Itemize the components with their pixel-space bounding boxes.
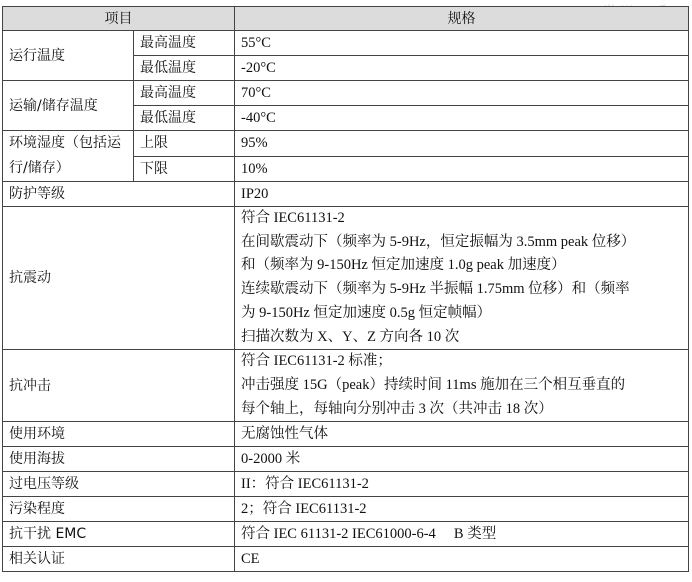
row-label: 抗冲击 [3,350,235,422]
text-line: 在间歇震动下（频率为 5-9Hz，恒定振幅为 3.5mm peak 位移） [241,233,636,250]
sub-label: 最低温度 [134,106,235,131]
sub-label: 最高温度 [134,31,235,56]
row-label: 使用海拔 [3,447,235,472]
row-value: IP20 [235,182,689,207]
text-line: 连续歇震动下（频率为 5-9Hz 半振幅 1.75mm 位移）和（频率 [241,281,630,298]
table-row [3,31,689,56]
table-row [3,207,689,350]
row-label: 污染程度 [3,497,235,522]
table-row [3,447,689,472]
table-row [3,81,689,106]
row-value-multiline [235,350,689,422]
row-value-multiline [235,207,689,350]
sub-label: 最高温度 [134,81,235,106]
row-value: CE [235,547,689,572]
table-row [3,472,689,497]
text-line: 每个轴上，每轴向分别冲击 3 次（共冲击 18 次） [241,400,553,417]
row-label: 运输/储存温度 [3,81,134,131]
spec-table [2,6,689,572]
table-row [3,522,689,547]
row-label: 抗干扰 EMC [3,522,235,547]
table-row [3,422,689,447]
table-row [3,131,689,157]
row-label: 运行温度 [3,31,134,81]
sub-label: 下限 [134,156,235,182]
row-label: 环境湿度（包括运行/储存） [3,131,134,182]
table-row [3,350,689,422]
row-value: 符合 IEC 61131-2 IEC61000-6-4 B 类型 [235,522,689,547]
row-label: 使用环境 [3,422,235,447]
row-value: 95% [235,131,689,157]
sub-label: 最低温度 [134,56,235,81]
row-value: 10% [235,156,689,182]
table-header-row [3,7,689,31]
table-row [3,182,689,207]
row-value: II：符合 IEC61131-2 [235,472,689,497]
row-value: 55°C [235,31,689,56]
text-line: 为 9-150Hz 恒定加速度 0.5g 恒定帧幅） [241,304,492,321]
row-value: 无腐蚀性气体 [235,422,689,447]
row-value: 70°C [235,81,689,106]
table-row [3,497,689,522]
text-line: 符合 IEC61131-2 标准； [241,353,392,370]
row-value: -40°C [235,106,689,131]
row-value: -20°C [235,56,689,81]
row-label: 相关认证 [3,547,235,572]
text-line: 扫描次数为 X、Y、Z 方向各 10 次 [241,328,460,345]
row-value: 2；符合 IEC61131-2 [235,497,689,522]
sub-label: 上限 [134,131,235,157]
row-label: 过电压等级 [3,472,235,497]
row-label: 防护等级 [3,182,235,207]
row-label: 抗震动 [3,207,235,350]
table-row [3,547,689,572]
header-item: 项目 [3,7,235,31]
text-line: 符合 IEC61131-2 [241,210,345,226]
text-line: 和（频率为 9-150Hz 恒定加速度 1.0g peak 加速度） [241,257,566,274]
header-spec: 规格 [235,7,689,31]
row-value: 0-2000 米 [235,447,689,472]
text-line: 冲击强度 15G（peak）持续时间 11ms 施加在三个相互垂直的 [241,376,626,393]
